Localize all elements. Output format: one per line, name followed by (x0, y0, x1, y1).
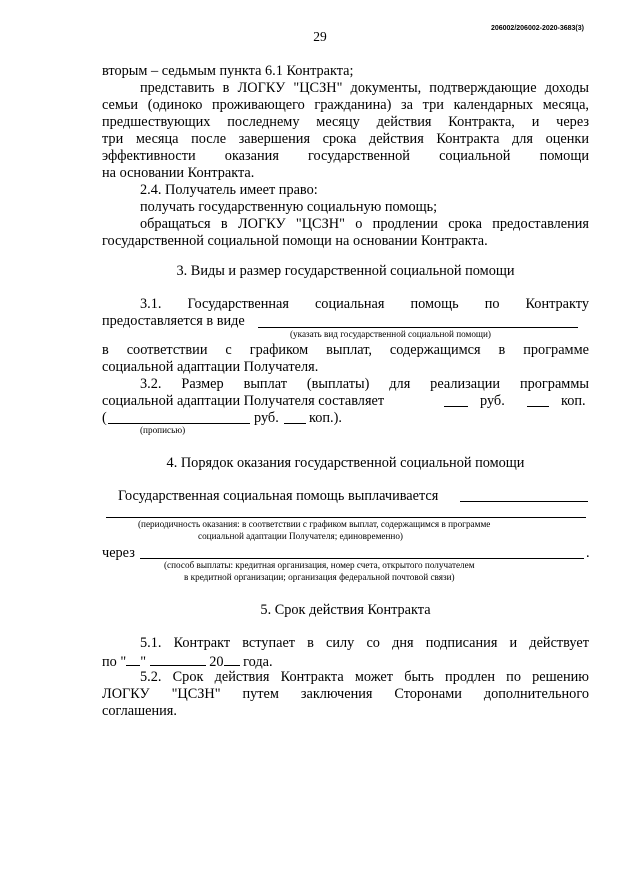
blank-field (150, 652, 206, 666)
text-line: 5.1. Контракт вступает в силу со дня подписания и действует (140, 635, 589, 651)
text-fragment: " (140, 654, 147, 670)
text-line: вторым – седьмым пункта 6.1 Контракта; (102, 63, 354, 79)
text-line: представить в ЛОГКУ "ЦСЗН" документы, подтверждающие доходы (140, 80, 589, 96)
text-line: на основании Контракта. (102, 165, 255, 181)
text-fragment: по " (102, 654, 127, 670)
section-heading: 5. Срок действия Контракта (260, 602, 431, 618)
text-line: социальной адаптации Получателя. (102, 359, 319, 375)
document-id: 206002/206002-2020-3683(3) (490, 25, 584, 32)
text-line: ( (102, 410, 107, 426)
section-heading: 4. Порядок оказания государственной социальной помощи (166, 455, 525, 471)
item-2-4: 2.4. Получатель имеет право: (140, 182, 318, 198)
text-line: получать государственную социальную помощь; (140, 199, 438, 215)
blank-field (284, 423, 306, 424)
blank-field (108, 423, 250, 424)
text-line: три месяца после завершения срока действия Контракта для оценки (102, 131, 589, 147)
blank-field (460, 501, 588, 502)
blank-field (126, 652, 140, 666)
text-line: руб. (480, 393, 505, 409)
page-number: 29 (313, 29, 327, 44)
blank-field (258, 327, 578, 328)
text-line: 3.1. Государственная социальная помощь по Контракту (140, 296, 589, 312)
text-line: в соответствии с графиком выплат, содержащимся в программе (102, 342, 589, 358)
text-line: . (586, 545, 590, 561)
text-line: 5.2. Срок действия Контракта может быть продлен по решению (140, 669, 589, 685)
blank-field (444, 406, 468, 407)
text-line: обращаться в ЛОГКУ "ЦСЗН" о продлении срока предоставления (140, 216, 589, 232)
field-note: (периодичность оказания: в соответствии с графиком выплат, содержащимся в программе (138, 519, 491, 529)
text-line: 3.2. Размер выплат (выплаты) для реализации программы (140, 376, 589, 392)
blank-field (140, 558, 584, 559)
field-note: в кредитной организации; организация федеральной почтовой связи) (184, 572, 455, 582)
text-fragment: 20 (209, 654, 224, 670)
text-line: коп. (561, 393, 586, 409)
text-line: руб. (254, 410, 279, 426)
blank-field (106, 517, 586, 518)
blank-field (224, 652, 240, 666)
text-line: эффективности оказания государственной социальной помощи (102, 148, 589, 164)
blank-field (527, 406, 549, 407)
text-line: ЛОГКУ "ЦСЗН" путем заключения Сторонами дополнительного (102, 686, 589, 702)
section-heading: 3. Виды и размер государственной социальной помощи (176, 263, 515, 279)
text-line: государственной социальной помощи на основании Контракта. (102, 233, 488, 249)
field-note: (способ выплаты: кредитная организация, номер счета, открытого получателем (164, 560, 475, 570)
text-line: предоставляется в виде (102, 313, 245, 329)
field-note: социальной адаптации Получателя; единовременно) (198, 531, 403, 541)
text-line: соглашения. (102, 703, 177, 719)
field-note: (указать вид государственной социальной помощи) (290, 329, 491, 339)
text-line: социальной адаптации Получателя составляет (102, 393, 385, 409)
text-fragment: года. (243, 654, 273, 670)
text-line: семьи (одиноко проживающего гражданина) за три календарных месяца, (102, 97, 589, 113)
text-line: Государственная социальная помощь выплачивается (118, 488, 439, 504)
text-line: предшествующих последнему месяцу действия Контракта, и через (102, 114, 589, 130)
text-line: коп.). (309, 410, 342, 426)
text-line: через (102, 545, 135, 561)
field-note: (прописью) (140, 425, 186, 435)
